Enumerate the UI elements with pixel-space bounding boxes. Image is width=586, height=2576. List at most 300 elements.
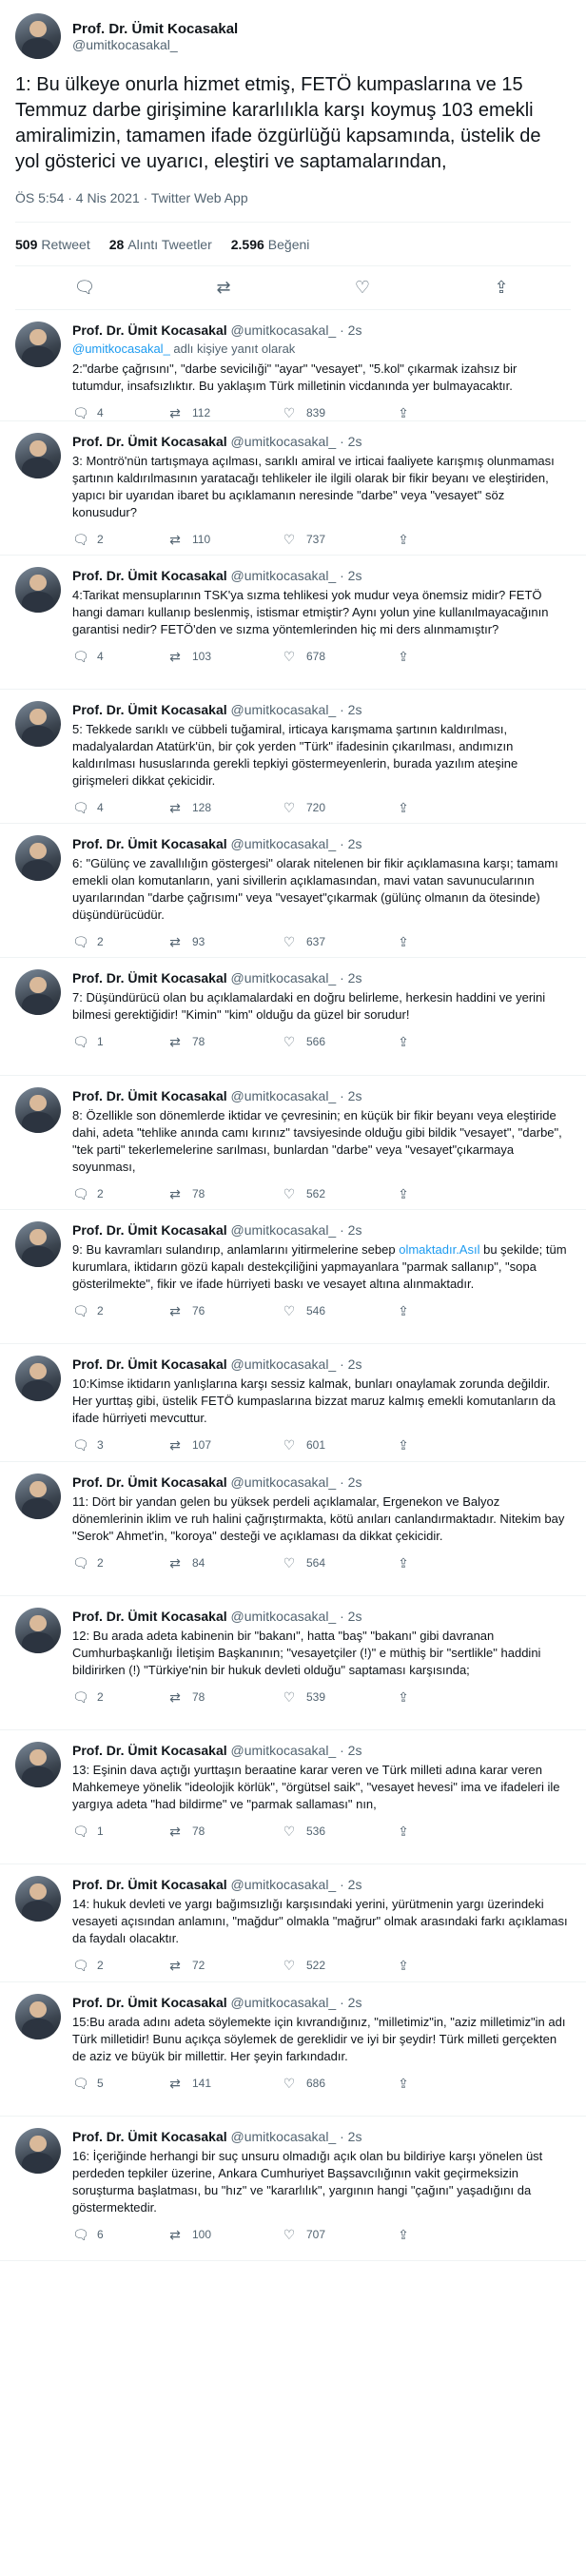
reply-tweet[interactable] (0, 1730, 586, 1864)
reply-action[interactable] (72, 532, 167, 548)
separator-dot: · (336, 1877, 348, 1892)
retweet-icon[interactable]: ⇄ (216, 278, 231, 297)
avatar[interactable] (15, 567, 61, 613)
reply-time[interactable]: 2s (347, 702, 362, 717)
share-icon: ⇪ (398, 2226, 409, 2242)
reply-body (72, 2128, 571, 2260)
like-icon: ♡ (283, 1688, 296, 1705)
separator-dot: · (336, 836, 348, 851)
retweet-action[interactable] (167, 1303, 282, 1319)
reply-text: 15:Bu arada adını adeta söylemekte için kıvrandığınız, "milletimiz"in, "aziz milletimiz"in adı Türk milletidir! Bunu açıkça söylemek de gereklidir ve iyi bir şeydir! Türk milleti gerçekten de aziz ve büyük bir millettir. Her şeyin farkındadır. (72, 2015, 566, 2063)
retweet-count: 72 (192, 1959, 205, 1972)
reply-text: 14: hukuk devleti ve yargı bağımsızlığı karşısındaki yerini, yürütmenin yargı üzerindeki vesayeti açısından anlamını, "mağdur" olmakla "mağrur" olmak arasındaki farkı açıklaması da faydalı olacaktır. (72, 1897, 568, 1945)
reply-action[interactable] (72, 1186, 167, 1202)
reply-body (72, 969, 571, 1075)
like-count: 686 (306, 2077, 326, 2090)
reply-icon: 🗨︎ (72, 1957, 89, 1973)
like-action[interactable] (282, 934, 396, 950)
retweet-stat[interactable] (15, 237, 90, 252)
author-handle[interactable]: @umitkocasakal_ (230, 970, 337, 986)
like-label: Beğeni (267, 236, 310, 252)
like-count: 637 (306, 935, 326, 948)
reply-header (72, 1742, 571, 1759)
reply-header (72, 701, 571, 718)
author-handle[interactable]: @umitkocasakal_ (230, 702, 337, 717)
avatar[interactable] (15, 433, 61, 478)
retweet-icon: ⇄ (169, 799, 181, 815)
reply-actions (72, 1545, 571, 1581)
reply-icon: 🗨︎ (72, 1436, 89, 1453)
author-name[interactable]: Prof. Dr. Ümit Kocasakal (72, 1995, 227, 2010)
retweet-count: 107 (192, 1438, 212, 1452)
author-handle[interactable]: @umitkocasakal_ (230, 434, 337, 449)
separator-dot: · (336, 1222, 348, 1238)
reply-time[interactable]: 2s (347, 1356, 362, 1372)
author-block (72, 21, 238, 52)
reply-action[interactable] (72, 1034, 167, 1050)
like-count: 536 (306, 1825, 326, 1838)
reply-action[interactable] (72, 2227, 167, 2243)
retweet-icon: ⇄ (169, 404, 181, 420)
author-name[interactable]: Prof. Dr. Ümit Kocasakal (72, 1222, 227, 1238)
reply-icon: 🗨︎ (72, 404, 89, 420)
author-handle[interactable]: @umitkocasakal_ (230, 568, 337, 583)
share-action[interactable] (396, 405, 510, 421)
reply-count: 2 (97, 1959, 104, 1972)
reply-header (72, 1608, 571, 1625)
avatar[interactable] (15, 13, 61, 59)
separator-dot: · (336, 970, 348, 986)
author-handle[interactable]: @umitkocasakal_ (230, 1877, 337, 1892)
share-icon: ⇪ (398, 799, 409, 815)
like-count: 546 (306, 1304, 326, 1317)
like-icon: ♡ (283, 1302, 296, 1318)
quote-stat[interactable] (109, 237, 212, 252)
avatar[interactable] (15, 2128, 61, 2174)
like-action[interactable] (282, 1958, 396, 1974)
retweet-action[interactable] (167, 934, 282, 950)
share-icon: ⇪ (398, 1033, 409, 1049)
reply-actions (72, 395, 571, 431)
author-name[interactable]: Prof. Dr. Ümit Kocasakal (72, 1609, 227, 1624)
author-name[interactable]: Prof. Dr. Ümit Kocasakal (72, 702, 227, 717)
reply-header (72, 835, 571, 852)
reply-count: 4 (97, 650, 104, 663)
author-name[interactable]: Prof. Dr. Ümit Kocasakal (72, 322, 227, 338)
reply-tweet[interactable] (0, 958, 586, 1076)
reply-body (72, 1994, 571, 2116)
retweet-count: 93 (192, 935, 205, 948)
like-action[interactable] (282, 1824, 396, 1840)
share-action[interactable] (396, 1958, 510, 1974)
author-name[interactable]: Prof. Dr. Ümit Kocasakal (72, 568, 227, 583)
retweet-action[interactable] (167, 405, 282, 421)
retweet-action[interactable] (167, 1437, 282, 1454)
share-action[interactable] (396, 2227, 510, 2243)
like-action[interactable] (282, 1437, 396, 1454)
retweet-icon: ⇄ (169, 1436, 181, 1453)
share-icon[interactable]: ⇪ (494, 278, 509, 297)
share-icon: ⇪ (398, 2075, 409, 2091)
reply-tweet[interactable] (0, 310, 586, 421)
like-action[interactable] (282, 1689, 396, 1706)
avatar[interactable] (15, 969, 61, 1015)
retweet-count: 100 (192, 2228, 212, 2241)
like-count: 839 (306, 406, 326, 420)
reply-action[interactable] (72, 1958, 167, 1974)
reply-time[interactable]: 2s (347, 836, 362, 851)
reply-header (72, 322, 571, 339)
share-action[interactable] (396, 1437, 510, 1454)
reply-action[interactable] (72, 2076, 167, 2092)
retweet-count: 78 (192, 1187, 205, 1200)
reply-text-link[interactable]: olmaktadır.Asıl (399, 1242, 480, 1257)
reply-time[interactable]: 2s (347, 2129, 362, 2144)
reply-time[interactable]: 2s (347, 1222, 362, 1238)
share-icon: ⇪ (398, 1185, 409, 1201)
reply-count: 1 (97, 1035, 104, 1048)
reply-tweet[interactable] (0, 1076, 586, 1210)
reply-body (72, 567, 571, 689)
like-action[interactable] (282, 2227, 396, 2243)
reply-actions (72, 521, 571, 557)
like-count: 522 (306, 1959, 326, 1972)
separator-dot: · (336, 434, 348, 449)
reply-action[interactable] (72, 649, 167, 665)
reply-action[interactable] (72, 1824, 167, 1840)
separator-dot: · (336, 322, 348, 338)
author-handle[interactable]: @umitkocasakal_ (230, 1356, 337, 1372)
author-handle[interactable]: @umitkocasakal_ (230, 2129, 337, 2144)
retweet-icon: ⇄ (169, 1688, 181, 1705)
separator-dot: · (336, 1609, 348, 1624)
share-action[interactable] (396, 1689, 510, 1706)
retweet-action[interactable] (167, 800, 282, 816)
share-icon: ⇪ (398, 531, 409, 547)
reply-time[interactable]: 2s (347, 1088, 362, 1103)
avatar[interactable] (15, 1087, 61, 1133)
reply-header (72, 1221, 571, 1239)
reply-actions (72, 1427, 571, 1463)
reply-count: 5 (97, 2077, 104, 2090)
author-name[interactable]: Prof. Dr. Ümit Kocasakal (72, 1474, 227, 1490)
reply-action[interactable] (72, 1303, 167, 1319)
author-handle[interactable]: @umitkocasakal_ (230, 1088, 337, 1103)
like-count: 564 (306, 1556, 326, 1570)
retweet-count: 509 (15, 236, 38, 252)
like-action[interactable] (282, 405, 396, 421)
reply-actions (72, 1024, 571, 1060)
author-handle[interactable]: @umitkocasakal_ (230, 1743, 337, 1758)
like-icon: ♡ (283, 648, 296, 664)
share-icon: ⇪ (398, 1302, 409, 1318)
like-action[interactable] (282, 1555, 396, 1571)
like-icon: ♡ (283, 1823, 296, 1839)
like-action[interactable] (282, 1303, 396, 1319)
avatar[interactable] (15, 1994, 61, 2039)
reply-header (72, 969, 571, 986)
reply-icon: 🗨︎ (72, 1823, 89, 1839)
share-action[interactable] (396, 1824, 510, 1840)
reply-tweet[interactable] (0, 1596, 586, 1730)
avatar[interactable] (15, 701, 61, 747)
reply-count: 4 (97, 801, 104, 814)
reply-count: 2 (97, 533, 104, 546)
reply-text (72, 1241, 571, 1293)
reply-list (0, 310, 586, 2261)
share-action[interactable] (396, 2076, 510, 2092)
reply-icon: 🗨︎ (72, 648, 89, 664)
reply-body (72, 1087, 571, 1209)
reply-body (72, 1876, 571, 1981)
author-name[interactable]: Prof. Dr. Ümit Kocasakal (72, 1743, 227, 1758)
like-count: 539 (306, 1690, 326, 1704)
reply-actions (72, 924, 571, 960)
like-action[interactable] (282, 532, 396, 548)
reply-tweet[interactable] (0, 690, 586, 824)
reply-tweet[interactable] (0, 1210, 586, 1344)
reply-text: 5: Tekkede sarıklı ve cübbeli tuğamiral, irticaya karışmama şartının kaldırılması, madalyalardan Atatürk'ün, bir çok yerden "Türk" ifadesinin çıkarılması, andımızın kaldırılması hususlarında gerekli tepkiyi göstermeyenlerin, burada yazılım ateşine girişmeleri dikkat çekicidir. (72, 722, 518, 788)
like-action[interactable] (282, 1186, 396, 1202)
retweet-icon: ⇄ (169, 1957, 181, 1973)
reply-actions (72, 1176, 571, 1212)
reply-actions (72, 2065, 571, 2101)
reply-text-part: bu şekilde; tüm kurumlara, iktidarın gözü kapalı destekçiliğini yapmayanlara "parmak sallanıp", "sopa gösterilmekte", fikir ve ifade hürriyeti baskı ve vesayet altına alınmaktadır. (72, 1242, 567, 1291)
share-icon: ⇪ (398, 1688, 409, 1705)
reply-time[interactable]: 2s (347, 1995, 362, 2010)
author-name[interactable]: Prof. Dr. Ümit Kocasakal (72, 836, 227, 851)
avatar[interactable] (15, 1742, 61, 1787)
reply-text: 11: Dört bir yandan gelen bu yüksek perdeli açıklamalar, Ergenekon ve Balyoz dönemlerinin iklim ve ruh halini çağrıştırmakta, kötü anıları canlandırmaktadır. Nitekim bay "Serok" Ahmet'in, "koroya" desteği ve açıklaması da dikkat çekicidir. (72, 1494, 565, 1543)
reply-text: 8: Özellikle son dönemlerde iktidar ve çevresinin; en küçük bir fikir beyanı veya eleştiride dahi, adeta "tehlike anında camı kırınız" tavsiyesinde olduğu gibi bildik "vesayet", "darbe", "tek parti" tekerlemelerine sarılması, bunlardan "darbe" veya "vesayet"çıkarmaya soyunması, (72, 1108, 562, 1174)
reply-actions (72, 1679, 571, 1715)
reply-body (72, 835, 571, 957)
like-action[interactable] (282, 800, 396, 816)
reply-icon: 🗨︎ (72, 799, 89, 815)
share-action[interactable] (396, 649, 510, 665)
reply-to-line (72, 341, 571, 358)
author-name[interactable]: Prof. Dr. Ümit Kocasakal (72, 1877, 227, 1892)
share-action[interactable] (396, 1555, 510, 1571)
author-handle[interactable]: @umitkocasakal_ (72, 36, 178, 52)
author-name[interactable]: Prof. Dr. Ümit Kocasakal (72, 1356, 227, 1372)
share-action[interactable] (396, 1034, 510, 1050)
reply-tweet[interactable] (0, 2117, 586, 2261)
reply-time[interactable]: 2s (347, 1877, 362, 1892)
reply-text: 13: Eşinin dava açtığı yurttaşın beraatine karar veren ve Türk milleti adına karar veren Mahkemeye yönelik "ideolojik körlük", "örgütsel saik", "vesayet hevesi" ima ve ifadeleri ile yargıya adeta "had bildirme" ve "parmak sallaması" nın, (72, 1763, 560, 1811)
reply-action[interactable] (72, 800, 167, 816)
retweet-icon: ⇄ (169, 1033, 181, 1049)
reply-body (72, 1473, 571, 1595)
author-name[interactable]: Prof. Dr. Ümit Kocasakal (72, 1088, 227, 1103)
like-icon: ♡ (283, 404, 296, 420)
reply-time[interactable]: 2s (347, 568, 362, 583)
reply-time[interactable]: 2s (347, 322, 362, 338)
like-icon: ♡ (283, 1436, 296, 1453)
avatar[interactable] (15, 1356, 61, 1401)
reply-action[interactable] (72, 405, 167, 421)
reply-text: 4:Tarikat mensuplarının TSK'ya sızma tehlikesi yok mudur veya önemsiz midir? FETÖ hangi damarı kullanıp beslenmiş, istismar etmiştir? Aynı yolun yine kullanılmayacağının garantisi nedir? FETÖ'den ve sızma yöntemlerinden hiç mi ders alınmamıştır? (72, 588, 549, 636)
author-handle[interactable]: @umitkocasakal_ (230, 1474, 337, 1490)
retweet-count: 76 (192, 1304, 205, 1317)
reply-count: 4 (97, 406, 104, 420)
reply-text: 10:Kimse iktidarın yanlışlarına karşı sessiz kalmak, bunları onaylamak zorunda değildir. Her yurttaş gibi, üstelik FETÖ kumpaslarına bizzat maruz kalmış emekli komutanların da ifade hürriyeti mevcuttur. (72, 1376, 556, 1425)
retweet-icon: ⇄ (169, 933, 181, 949)
reply-text: 2:"darbe çağrısını", "darbe sevicilıği" "ayar" "vesayet", "5.kol" çıkarmak izahsız bir tutumdur, insafsızlıktır. Bu yaklaşım Türk milletinin vicdanında yer bulmayacaktır. (72, 361, 518, 393)
reply-action[interactable] (72, 1437, 167, 1454)
like-count: 707 (306, 2228, 326, 2241)
reply-tweet[interactable] (0, 556, 586, 690)
retweet-action[interactable] (167, 532, 282, 548)
main-tweet-stats (15, 223, 571, 266)
retweet-icon: ⇄ (169, 1554, 181, 1571)
reply-tweet[interactable] (0, 1864, 586, 1982)
reply-text: 3: Montrö'nün tartışmaya açılması, sarıklı amiral ve irticai faaliyete karışmış olunmaması şartının kaldırılmasının yaratacağı tehlikeler ile ilgili olarak bir fikir beyanı ve eleştiriden, yapıcı bir uyarıdan ibaret bu açıklamanın neresinde "darbe" veya "vesayet" söz konusudur? (72, 454, 555, 519)
avatar[interactable] (15, 835, 61, 881)
share-action[interactable] (396, 532, 510, 548)
avatar[interactable] (15, 1221, 61, 1267)
retweet-action[interactable] (167, 2076, 282, 2092)
share-icon: ⇪ (398, 1823, 409, 1839)
avatar[interactable] (15, 1608, 61, 1653)
author-handle[interactable]: @umitkocasakal_ (230, 836, 337, 851)
reply-icon: 🗨︎ (72, 1185, 89, 1201)
author-name[interactable]: Prof. Dr. Ümit Kocasakal (72, 2129, 227, 2144)
reply-time[interactable]: 2s (347, 1743, 362, 1758)
avatar[interactable] (15, 322, 61, 367)
retweet-count: 112 (192, 406, 211, 420)
reply-count: 3 (97, 1438, 104, 1452)
reply-icon: 🗨︎ (72, 1033, 89, 1049)
retweet-icon: ⇄ (169, 1302, 181, 1318)
reply-body (72, 1221, 571, 1343)
like-count: 562 (306, 1187, 326, 1200)
retweet-action[interactable] (167, 1824, 282, 1840)
share-action[interactable] (396, 934, 510, 950)
reply-body (72, 1608, 571, 1729)
reply-text: 16: İçeriğinde herhangi bir suç unsuru olmadığı açık olan bu bildiriye karşı yönelen üst perdeden tepkiler üzerine, Ankara Cumhuriyet Başsavcılığının vakit geçirmeksizin soruşturma başlatması, bu "hız" ve "kararlılık", yargının hangi "çağını" yaşadığını da göstermektedir. (72, 2149, 543, 2215)
main-tweet-meta[interactable]: ÖS 5:54 · 4 Nis 2021 · Twitter Web App (15, 190, 571, 223)
reply-time[interactable]: 2s (347, 434, 362, 449)
author-handle[interactable]: @umitkocasakal_ (230, 1609, 337, 1624)
reply-actions (72, 638, 571, 674)
reply-icon: 🗨︎ (72, 1302, 89, 1318)
retweet-count: 78 (192, 1690, 205, 1704)
retweet-action[interactable] (167, 1958, 282, 1974)
reply-tweet[interactable] (0, 1462, 586, 1596)
share-icon: ⇪ (398, 1957, 409, 1973)
like-action[interactable] (282, 2076, 396, 2092)
reply-count: 2 (97, 1187, 104, 1200)
reply-to-handle[interactable]: @umitkocasakal_ (72, 342, 170, 356)
avatar[interactable] (15, 1473, 61, 1519)
retweet-action[interactable] (167, 2227, 282, 2243)
reply-header (72, 1994, 571, 2011)
like-icon: ♡ (283, 933, 296, 949)
reply-icon: 🗨︎ (72, 2075, 89, 2091)
share-action[interactable] (396, 800, 510, 816)
like-icon: ♡ (283, 2075, 296, 2091)
retweet-count: 103 (192, 650, 212, 663)
reply-tweet[interactable] (0, 421, 586, 556)
reply-header (72, 1087, 571, 1104)
reply-icon: 🗨︎ (72, 1688, 89, 1705)
author-name[interactable]: Prof. Dr. Ümit Kocasakal (72, 434, 227, 449)
reply-count: 2 (97, 1556, 104, 1570)
reply-icon: 🗨︎ (72, 2226, 89, 2242)
reply-tweet[interactable] (0, 1982, 586, 2117)
author-name[interactable]: Prof. Dr. Ümit Kocasakal (72, 20, 239, 37)
like-icon: ♡ (283, 2226, 296, 2242)
main-tweet-text: 1: Bu ülkeye onurla hizmet etmiş, FETÖ kumpaslarına ve 15 Temmuz darbe girişimine kararlılıkla karşı koymuş 103 emekli amiralimizin, tamamen ifade özgürlüğü kapsamında, üstelik de yol gösterici ve uyarıcı, eleştiri ve saptamalarından, (15, 74, 541, 172)
author-handle[interactable]: @umitkocasakal_ (230, 1222, 337, 1238)
reply-time[interactable]: 2s (347, 1609, 362, 1624)
author-name[interactable]: Prof. Dr. Ümit Kocasakal (72, 970, 227, 986)
main-tweet-actions (15, 266, 571, 310)
reply-text: 12: Bu arada adeta kabinenin bir "bakanı", hatta "baş" "bakanı" gibi davranan Cumhurbaşkanlığı İletişim Başkanının; "vesayetçiler (!)" e müthiş bir "sertlikle" haddini bildirirken (!) "Türkiye'nin bir hukuk devleti olduğu" saptaması karşısında; (72, 1629, 541, 1677)
reply-tweet[interactable] (0, 824, 586, 958)
reply-icon[interactable]: 🗨︎ (73, 278, 96, 297)
reply-actions (72, 1947, 571, 1983)
share-icon: ⇪ (398, 933, 409, 949)
reply-body (72, 701, 571, 823)
reply-header (72, 2128, 571, 2145)
like-action[interactable] (282, 649, 396, 665)
share-action[interactable] (396, 1186, 510, 1202)
retweet-action[interactable] (167, 1186, 282, 1202)
main-tweet-header (15, 13, 571, 59)
author-handle[interactable]: @umitkocasakal_ (230, 322, 337, 338)
reply-tweet[interactable] (0, 1344, 586, 1462)
retweet-icon: ⇄ (169, 1823, 181, 1839)
reply-time[interactable]: 2s (347, 970, 362, 986)
reply-action[interactable] (72, 1689, 167, 1706)
reply-header (72, 1356, 571, 1373)
retweet-action[interactable] (167, 649, 282, 665)
retweet-action[interactable] (167, 1555, 282, 1571)
reply-body (72, 433, 571, 555)
retweet-action[interactable] (167, 1034, 282, 1050)
share-action[interactable] (396, 1303, 510, 1319)
like-action[interactable] (282, 1034, 396, 1050)
reply-action[interactable] (72, 1555, 167, 1571)
reply-time[interactable]: 2s (347, 1474, 362, 1490)
like-count: 720 (306, 801, 326, 814)
like-icon: ♡ (283, 1185, 296, 1201)
reply-body (72, 1742, 571, 1864)
author-handle[interactable]: @umitkocasakal_ (230, 1995, 337, 2010)
like-count: 601 (306, 1438, 326, 1452)
separator-dot: · (336, 1356, 348, 1372)
share-icon: ⇪ (398, 1554, 409, 1571)
retweet-icon: ⇄ (169, 2075, 181, 2091)
like-stat[interactable] (231, 237, 310, 252)
avatar[interactable] (15, 1876, 61, 1922)
reply-to-text: adlı kişiye yanıt olarak (169, 342, 296, 356)
reply-icon: 🗨︎ (72, 933, 89, 949)
reply-action[interactable] (72, 934, 167, 950)
like-count: 737 (306, 533, 326, 546)
reply-actions (72, 1813, 571, 1849)
like-count: 2.596 (230, 236, 264, 252)
like-icon[interactable]: ♡ (354, 278, 371, 297)
main-tweet (0, 0, 586, 310)
like-icon: ♡ (283, 531, 296, 547)
like-icon: ♡ (283, 799, 296, 815)
like-count: 678 (306, 650, 326, 663)
retweet-count: 84 (192, 1556, 205, 1570)
retweet-action[interactable] (167, 1689, 282, 1706)
